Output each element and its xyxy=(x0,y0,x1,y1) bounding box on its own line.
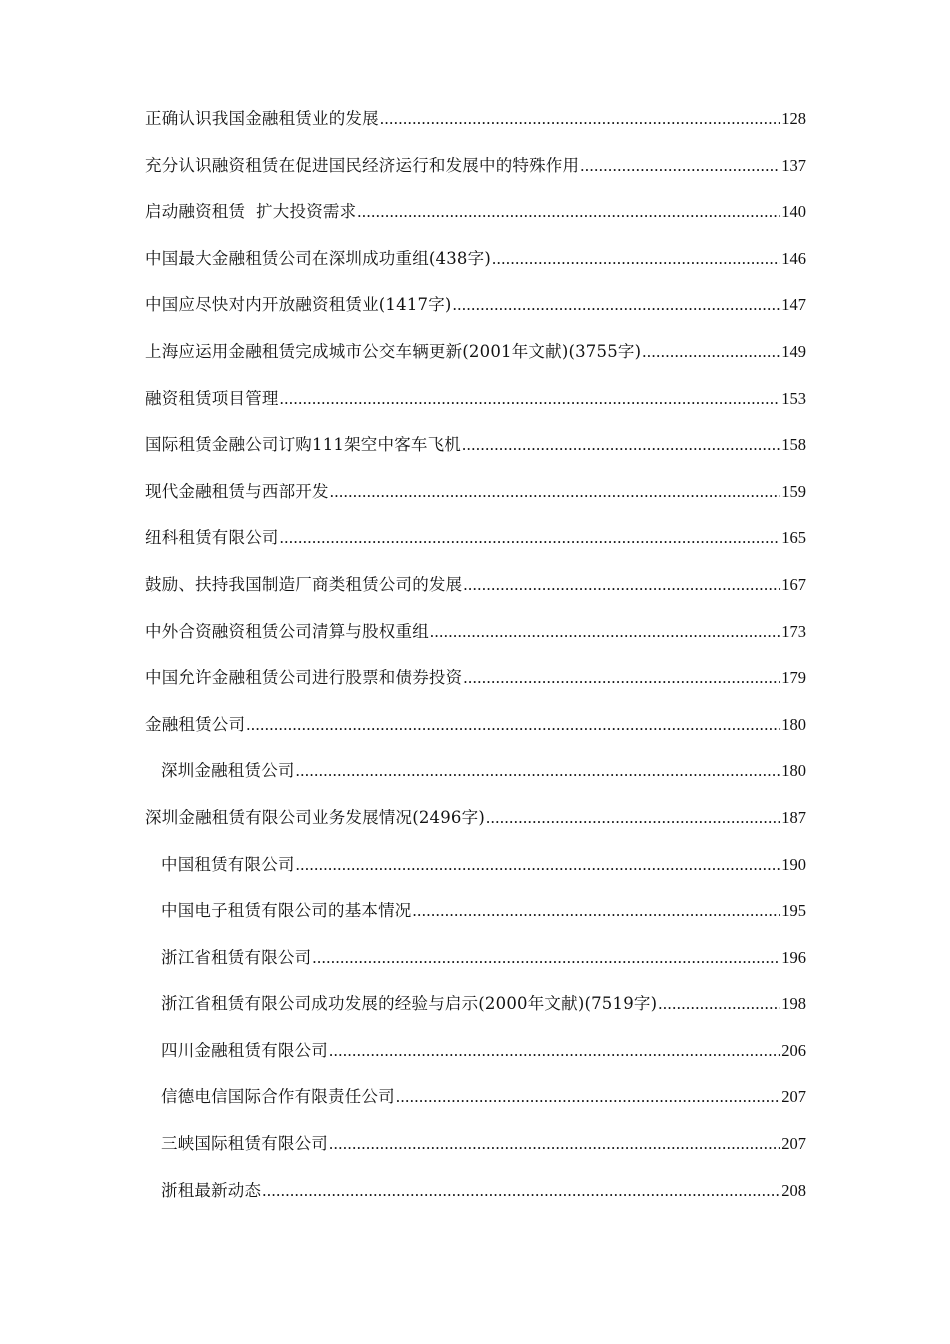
toc-dot-leader xyxy=(296,763,781,780)
toc-entry-title: 中国电子租赁有限公司的基本情况 xyxy=(161,901,412,921)
toc-page-number: 187 xyxy=(781,807,806,827)
toc-page-number: 158 xyxy=(781,435,806,455)
toc-dot-leader xyxy=(658,996,780,1013)
toc-subentry[interactable] xyxy=(145,996,806,1043)
toc-page-number: 208 xyxy=(781,1180,806,1200)
toc-entry[interactable] xyxy=(145,481,806,531)
toc-dot-leader xyxy=(453,297,781,314)
toc-page-number: 179 xyxy=(781,668,806,688)
toc-page-number: 146 xyxy=(781,248,806,268)
toc-page-number: 196 xyxy=(781,947,806,967)
toc-subentry[interactable] xyxy=(145,1180,806,1230)
toc-dot-leader xyxy=(329,1043,780,1060)
toc-entry[interactable] xyxy=(145,621,806,671)
toc-subentry[interactable] xyxy=(145,903,806,950)
toc-entry-title: 浙江省租赁有限公司 xyxy=(161,947,312,967)
toc-entry[interactable] xyxy=(145,341,806,391)
toc-dot-leader xyxy=(463,670,780,687)
toc-subentry[interactable] xyxy=(145,1040,806,1090)
toc-dot-leader xyxy=(312,950,780,967)
toc-page-number: 180 xyxy=(781,761,806,781)
toc-entry-title: 中国最大金融租赁公司在深圳成功重组(438字) xyxy=(145,248,491,268)
toc-page-number: 190 xyxy=(781,854,806,874)
toc-entry-title: 金融租赁公司 xyxy=(145,714,246,734)
toc-dot-leader xyxy=(413,903,781,920)
toc-subentry[interactable] xyxy=(145,854,806,904)
toc-dot-leader xyxy=(462,437,780,454)
toc-page-number: 198 xyxy=(781,994,806,1014)
toc-entry-title: 浙江省租赁有限公司成功发展的经验与启示(2000年文献)(7519字) xyxy=(161,994,658,1014)
toc-entry-title: 中国允许金融租赁公司进行股票和债券投资 xyxy=(145,668,463,688)
toc-dot-leader xyxy=(329,1136,780,1153)
toc-page-number: 173 xyxy=(781,621,806,641)
toc-dot-leader xyxy=(280,530,781,547)
toc-entry[interactable] xyxy=(145,248,806,298)
toc-page-number: 207 xyxy=(781,1087,806,1107)
toc-entry-title: 中国应尽快对内开放融资租赁业(1417字) xyxy=(145,295,452,315)
toc-entry[interactable] xyxy=(145,437,806,484)
toc-subentry[interactable] xyxy=(145,947,806,997)
toc-entry-title: 中外合资融资租赁公司清算与股权重组 xyxy=(145,621,429,641)
toc-entry-title: 充分认识融资租赁在促进国民经济运行和发展中的特殊作用 xyxy=(145,155,580,175)
toc-entry-title: 纽科租赁有限公司 xyxy=(145,528,279,548)
toc-dot-leader xyxy=(430,624,780,641)
table-of-contents xyxy=(145,111,806,1229)
toc-page-number: 159 xyxy=(781,481,806,501)
toc-entry-title: 上海应运用金融租赁完成城市公交车辆更新(2001年文献)(3755字) xyxy=(145,341,642,361)
toc-page-number: 137 xyxy=(781,155,806,175)
toc-dot-leader xyxy=(642,344,780,361)
toc-dot-leader xyxy=(280,391,781,408)
toc-entry-title: 启动融资租赁 扩大投资需求 xyxy=(145,202,357,222)
toc-entry[interactable] xyxy=(145,155,806,205)
toc-page-number: 167 xyxy=(781,574,806,594)
toc-dot-leader xyxy=(296,857,781,874)
toc-entry-title: 四川金融租赁有限公司 xyxy=(161,1040,328,1060)
toc-dot-leader xyxy=(492,251,780,268)
toc-entry[interactable] xyxy=(145,297,806,344)
toc-entry-title: 深圳金融租赁公司 xyxy=(161,761,295,781)
toc-page-number: 153 xyxy=(781,388,806,408)
toc-dot-leader xyxy=(246,717,780,734)
toc-entry-title: 现代金融租赁与西部开发 xyxy=(145,481,329,501)
toc-entry-title: 三峡国际租赁有限公司 xyxy=(161,1134,328,1154)
toc-page-number: 195 xyxy=(781,901,806,921)
toc-dot-leader xyxy=(262,1183,780,1200)
toc-page-number: 165 xyxy=(781,528,806,548)
toc-dot-leader xyxy=(330,484,781,501)
toc-dot-leader xyxy=(396,1089,780,1106)
toc-page-number: 128 xyxy=(781,109,806,128)
toc-dot-leader xyxy=(486,810,780,827)
toc-entry[interactable] xyxy=(145,714,806,764)
toc-entry-title: 正确认识我国金融租赁业的发展 xyxy=(145,109,379,128)
toc-dot-leader xyxy=(380,111,780,128)
toc-entry-title: 鼓励、扶持我国制造厂商类租赁公司的发展 xyxy=(145,574,463,594)
toc-subentry[interactable] xyxy=(145,1136,806,1183)
toc-dot-leader xyxy=(357,204,780,221)
toc-dot-leader xyxy=(580,158,780,175)
toc-entry-title: 深圳金融租赁有限公司业务发展情况(2496字) xyxy=(145,807,485,827)
toc-entry[interactable] xyxy=(145,574,806,624)
toc-subentry[interactable] xyxy=(145,763,806,810)
toc-entry-title: 国际租赁金融公司订购111架空中客车飞机 xyxy=(145,435,461,455)
toc-entry[interactable] xyxy=(145,807,806,857)
toc-entry[interactable] xyxy=(145,530,806,577)
toc-entry-title: 浙租最新动态 xyxy=(161,1180,262,1200)
toc-page-number: 207 xyxy=(781,1134,806,1154)
toc-entry[interactable] xyxy=(145,204,806,251)
toc-entry-title: 信德电信国际合作有限责任公司 xyxy=(161,1087,395,1107)
toc-entry-title: 融资租赁项目管理 xyxy=(145,388,279,408)
toc-entry[interactable] xyxy=(145,388,806,438)
toc-page-number: 180 xyxy=(781,714,806,734)
toc-page-number: 140 xyxy=(781,202,806,222)
toc-entry[interactable] xyxy=(145,111,806,158)
toc-page-number: 149 xyxy=(781,341,806,361)
toc-entry-title: 中国租赁有限公司 xyxy=(161,854,295,874)
toc-entry[interactable] xyxy=(145,670,806,717)
toc-subentry[interactable] xyxy=(145,1089,806,1136)
toc-page-number: 206 xyxy=(781,1040,806,1060)
toc-page-number: 147 xyxy=(781,295,806,315)
toc-dot-leader xyxy=(463,577,780,594)
